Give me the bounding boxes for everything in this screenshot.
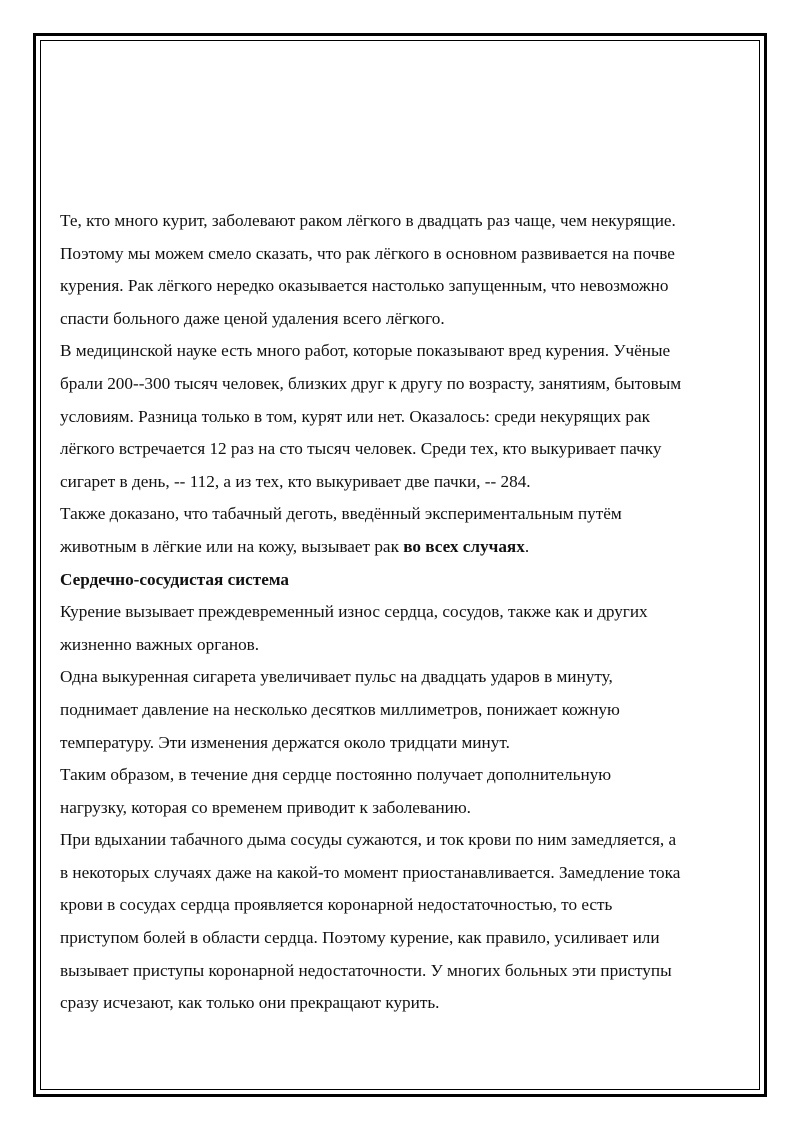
paragraph-line: брали 200--300 тысяч человек, близких друг к другу по возрасту, занятиям, бытовым (60, 373, 682, 393)
paragraph-line: курения. Рак лёгкого нередко оказывается настолько запущенным, что невозможно (60, 276, 669, 296)
paragraph-line: Курение вызывает преждевременный износ сердца, сосудов, также как и других (60, 602, 648, 622)
paragraph-line: Также доказано, что табачный деготь, введённый экспериментальным путём (60, 504, 622, 524)
paragraph-line: температуру. Эти изменения держатся около тридцати минут. (60, 732, 510, 752)
bold-emphasis: во всех случаях (403, 536, 525, 556)
paragraph-line: Одна выкуренная сигарета увеличивает пульс на двадцать ударов в минуту, (60, 667, 613, 687)
paragraph-line: лёгкого встречается 12 раз на сто тысяч человек. Среди тех, кто выкуривает пачку (60, 439, 662, 459)
paragraph-line: Те, кто много курит, заболевают раком лёгкого в двадцать раз чаще, чем некурящие. (60, 211, 676, 230)
document-body (60, 205, 750, 1020)
paragraph-line (60, 531, 750, 564)
paragraph-line: сигарет в день, -- 112, а из тех, кто выкуривает две пачки, -- 284. (60, 471, 531, 491)
paragraph-line: в некоторых случаях даже на какой-то момент приостанавливается. Замедление тока (60, 862, 681, 882)
paragraph-line: Таким образом, в течение дня сердце постоянно получает дополнительную (60, 765, 612, 785)
paragraph-line: поднимает давление на несколько десятков миллиметров, понижает кожную (60, 699, 620, 719)
paragraph-line: вызывает приступы коронарной недостаточности. У многих больных эти приступы (60, 960, 672, 980)
line-text: животным в лёгкие или на кожу, вызывает рак (60, 536, 404, 556)
paragraph-line: сразу исчезают, как только они прекращают курить. (60, 993, 440, 1013)
paragraph-line: условиям. Разница только в том, курят или нет. Оказалось: среди некурящих рак (60, 406, 650, 426)
paragraph-line: крови в сосудах сердца проявляется коронарной недостаточностью, то есть (60, 895, 613, 915)
paragraph-line: При вдыхании табачного дыма сосуды сужаются, и ток крови по ним замедляется, а (60, 830, 677, 850)
paragraph-line: нагрузку, которая со временем приводит к заболеванию. (60, 797, 471, 817)
paragraph-line: приступом болей в области сердца. Поэтому курение, как правило, усиливает или (60, 928, 660, 948)
line-text: . (524, 536, 530, 556)
paragraph-line: В медицинской науке есть много работ, которые показывают вред курения. Учёные (60, 341, 671, 361)
section-heading: Сердечно-сосудистая система (60, 569, 290, 589)
paragraph-line: Поэтому мы можем смело сказать, что рак лёгкого в основном развивается на почве (60, 243, 675, 263)
paragraph-line: жизненно важных органов. (60, 634, 260, 654)
paragraph-line: спасти больного даже ценой удаления всего лёгкого. (60, 308, 445, 328)
